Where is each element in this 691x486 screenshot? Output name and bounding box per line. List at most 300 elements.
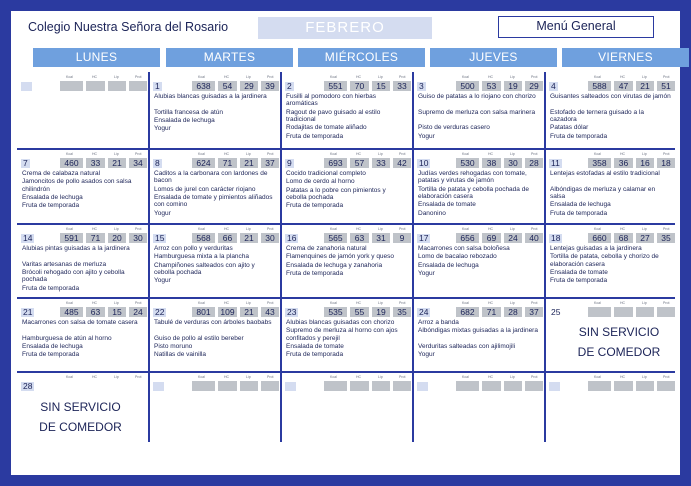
no-service-notice bbox=[559, 322, 679, 362]
dish-item: Tortilla de patata y cebolla pochada de elaboración casera bbox=[418, 185, 529, 200]
nutrient-value: 70 bbox=[350, 81, 369, 91]
nutrient-caption: Prot bbox=[135, 75, 142, 79]
nutrient-value-empty bbox=[60, 81, 83, 91]
nutrient-value: 30 bbox=[504, 158, 522, 168]
day-number: 11 bbox=[551, 158, 560, 168]
nutrient-value: 33 bbox=[393, 81, 411, 91]
dish-item: Fusilli al pomodoro con hierbas aromáticas bbox=[286, 93, 376, 108]
day-cell-17 bbox=[413, 224, 544, 298]
dish-item: Varitas artesanas de merluza bbox=[22, 260, 107, 268]
nutrient-caption: Kcal bbox=[330, 301, 337, 305]
day-number: 23 bbox=[287, 307, 297, 317]
nutrient-caption: HC bbox=[356, 301, 362, 305]
dish-item: Ensalada de lechuga bbox=[550, 201, 611, 209]
dish-item: Crema de calabaza natural bbox=[22, 170, 101, 177]
nutrient-caption: Líp bbox=[378, 375, 383, 379]
empty-day-cell bbox=[149, 372, 280, 442]
nutrient-value: 551 bbox=[324, 81, 347, 91]
nutrient-caption: Kcal bbox=[66, 227, 73, 231]
day-cell-9 bbox=[281, 149, 412, 224]
day-number: 2 bbox=[287, 81, 292, 91]
dish-item: Supremo de merluza con salsa marinera bbox=[418, 108, 536, 116]
nutrient-value: 40 bbox=[525, 233, 543, 243]
nutrient-value: 71 bbox=[218, 158, 237, 168]
nutrient-value: 15 bbox=[372, 81, 390, 91]
dish-item: Fruta de temporada bbox=[22, 202, 80, 210]
no-service-line: SIN SERVICIO bbox=[40, 400, 121, 414]
nutrient-caption: Kcal bbox=[198, 152, 205, 156]
dish-item: Ragout de pavo guisado al estilo tradicional bbox=[286, 108, 381, 123]
empty-day-cell bbox=[413, 372, 544, 442]
nutrient-caption: Kcal bbox=[66, 301, 73, 305]
nutrient-value: 28 bbox=[504, 307, 522, 317]
nutrient-caption: Kcal bbox=[198, 75, 205, 79]
day-number: 14 bbox=[23, 233, 33, 243]
nutrient-caption: Prot bbox=[399, 152, 406, 156]
nutrient-value: 71 bbox=[86, 233, 105, 243]
nutrient-value-empty bbox=[614, 307, 633, 317]
dish-item: Fruta de temporada bbox=[22, 284, 80, 292]
empty-day-cell bbox=[281, 372, 412, 442]
nutrient-caption: Líp bbox=[510, 375, 515, 379]
nutrient-value: 19 bbox=[372, 307, 390, 317]
nutrient-value-empty bbox=[261, 381, 279, 391]
nutrient-caption: Prot bbox=[663, 75, 670, 79]
nutrient-value-empty bbox=[482, 381, 501, 391]
day-number-placeholder bbox=[21, 82, 32, 91]
nutrient-caption: Prot bbox=[531, 227, 538, 231]
nutrient-caption: Kcal bbox=[594, 152, 601, 156]
nutrient-caption: Líp bbox=[246, 227, 251, 231]
nutrient-caption: Prot bbox=[267, 301, 274, 305]
nutrient-value: 43 bbox=[261, 307, 279, 317]
nutrient-value: 66 bbox=[218, 233, 237, 243]
nutrient-caption: Líp bbox=[114, 75, 119, 79]
nutrient-value: 565 bbox=[324, 233, 347, 243]
nutrient-value: 21 bbox=[240, 233, 258, 243]
dish-item: Arroz con pollo y verduritas bbox=[154, 245, 233, 252]
dish-item: Alubias blancas guisadas a la jardinera bbox=[154, 93, 267, 100]
day-number: 9 bbox=[287, 158, 292, 168]
dish-item: Lentejas guisadas a la jardinera bbox=[550, 245, 642, 252]
dish-item: Supremo de merluza al horno con ajos confitados y perejil bbox=[286, 327, 398, 342]
dish-item: Verduritas salteadas con ajilimojili bbox=[418, 343, 516, 350]
nutrient-value: 31 bbox=[372, 233, 390, 243]
nutrient-caption: HC bbox=[620, 227, 626, 231]
nutrient-value: 24 bbox=[129, 307, 147, 317]
nutrient-value-empty bbox=[588, 381, 611, 391]
nutrient-caption: Líp bbox=[642, 75, 647, 79]
nutrient-value: 21 bbox=[108, 158, 126, 168]
dish-item: Alubias blancas guisadas con chorizo bbox=[286, 319, 395, 326]
day-number: 10 bbox=[419, 158, 429, 168]
nutrient-value: 9 bbox=[393, 233, 411, 243]
day-number: 18 bbox=[551, 233, 561, 243]
nutrient-caption: Prot bbox=[135, 152, 142, 156]
nutrient-caption: Líp bbox=[510, 152, 515, 156]
nutrient-caption: Líp bbox=[246, 152, 251, 156]
day-cell-14 bbox=[17, 224, 148, 298]
nutrient-caption: Líp bbox=[642, 152, 647, 156]
dish-item: Hamburguesa de atún al horno bbox=[22, 334, 112, 342]
day-cell-3 bbox=[413, 72, 544, 149]
day-number-placeholder bbox=[285, 382, 296, 391]
day-number: 24 bbox=[419, 307, 429, 317]
dish-item: Ensalada de tomate bbox=[286, 343, 344, 350]
nutrient-value-empty bbox=[614, 381, 633, 391]
dish-item: Fruta de temporada bbox=[286, 351, 344, 359]
nutrient-caption: HC bbox=[356, 152, 362, 156]
nutrient-caption: Líp bbox=[510, 227, 515, 231]
dish-item: Albóndigas mixtas guisadas a la jardinera bbox=[418, 327, 538, 335]
nutrient-caption: Prot bbox=[135, 227, 142, 231]
nutrient-caption: Kcal bbox=[198, 375, 205, 379]
nutrient-caption: Kcal bbox=[462, 227, 469, 231]
day-number: 1 bbox=[155, 81, 160, 91]
nutrient-value: 57 bbox=[350, 158, 369, 168]
day-number: 17 bbox=[419, 233, 429, 243]
nutrient-caption: Líp bbox=[246, 375, 251, 379]
dish-item: Estofado de ternera guisado a la cazadora bbox=[550, 108, 644, 123]
dish-item: Macarrones con salsa boloñesa bbox=[418, 245, 510, 252]
nutrient-value-empty bbox=[86, 81, 105, 91]
dish-item: Yogur bbox=[418, 270, 435, 278]
nutrient-value: 51 bbox=[657, 81, 675, 91]
nutrient-value: 37 bbox=[261, 158, 279, 168]
empty-day-cell bbox=[545, 372, 676, 442]
dish-item: Tabulé de verduras con árboles baobabs bbox=[154, 319, 272, 326]
dish-item: Patatas a lo pobre con pimientos y cebolla pochada bbox=[286, 186, 386, 201]
dish-item: Alubias pintas guisadas a la jardinera bbox=[22, 245, 130, 252]
nutrient-caption: Kcal bbox=[594, 375, 601, 379]
nutrient-value: 47 bbox=[614, 81, 633, 91]
nutrient-value: 68 bbox=[614, 233, 633, 243]
nutrient-value-empty bbox=[504, 381, 522, 391]
day-number: 4 bbox=[551, 81, 556, 91]
nutrient-caption: HC bbox=[620, 375, 626, 379]
nutrient-caption: Líp bbox=[114, 227, 119, 231]
day-cell-22 bbox=[149, 298, 280, 372]
dish-item: Rodajitas de tomate aliñado bbox=[286, 124, 367, 132]
dish-item: Ensalada de tomate y pimientos aliñados con comino bbox=[154, 194, 273, 209]
dish-item: Fruta de temporada bbox=[550, 209, 608, 217]
nutrient-value: 682 bbox=[456, 307, 479, 317]
nutrient-caption: Prot bbox=[663, 301, 670, 305]
nutrient-caption: HC bbox=[224, 227, 230, 231]
nutrient-value: 656 bbox=[456, 233, 479, 243]
nutrient-value: 35 bbox=[393, 307, 411, 317]
nutrient-value: 15 bbox=[108, 307, 126, 317]
nutrient-value-empty bbox=[108, 81, 126, 91]
nutrient-value: 21 bbox=[240, 307, 258, 317]
nutrient-value-empty bbox=[240, 381, 258, 391]
dish-item: Fruta de temporada bbox=[22, 351, 80, 359]
dish-item: Guiso de patatas a lo riojano con chorizo bbox=[418, 93, 536, 100]
nutrient-caption: Kcal bbox=[594, 301, 601, 305]
weekday-header-4: VIERNES bbox=[562, 48, 689, 67]
nutrient-caption: Líp bbox=[246, 301, 251, 305]
dish-item: Flamenquines de jamón york y queso bbox=[286, 253, 395, 261]
nutrient-value-empty bbox=[657, 381, 675, 391]
nutrient-caption: Líp bbox=[642, 227, 647, 231]
dish-item: Brócoli rehogado con ajito y cebolla pochada bbox=[22, 269, 125, 284]
nutrient-caption: Prot bbox=[663, 375, 670, 379]
nutrient-caption: Kcal bbox=[66, 152, 73, 156]
nutrient-value: 29 bbox=[525, 81, 543, 91]
weekday-header-1: MARTES bbox=[166, 48, 293, 67]
nutrient-value: 39 bbox=[261, 81, 279, 91]
day-cell-2 bbox=[281, 72, 412, 149]
nutrient-value: 693 bbox=[324, 158, 347, 168]
day-number: 28 bbox=[23, 381, 33, 391]
nutrient-caption: Kcal bbox=[594, 75, 601, 79]
nutrient-value: 624 bbox=[192, 158, 215, 168]
nutrient-caption: Líp bbox=[378, 301, 383, 305]
dish-item: Lomo de bacalao rebozado bbox=[418, 253, 497, 261]
nutrient-caption: Líp bbox=[510, 301, 515, 305]
nutrient-caption: Prot bbox=[399, 375, 406, 379]
dish-item: Natillas de vainilla bbox=[154, 351, 207, 359]
nutrient-value-empty bbox=[350, 381, 369, 391]
nutrient-value: 460 bbox=[60, 158, 83, 168]
dish-item: Guiso de pollo al estilo bereber bbox=[154, 334, 244, 342]
dish-item: Ensalada de tomate bbox=[418, 201, 476, 209]
dish-item: Jamoncitos de pollo asados con salsa chilindrón bbox=[22, 178, 132, 193]
nutrient-value: 36 bbox=[614, 158, 633, 168]
school-name: Colegio Nuestra Señora del Rosario bbox=[28, 20, 229, 34]
day-number-placeholder bbox=[153, 382, 164, 391]
nutrient-caption: Kcal bbox=[462, 301, 469, 305]
nutrient-value-empty bbox=[324, 381, 347, 391]
weekday-header-2: MIÉRCOLES bbox=[298, 48, 425, 67]
menu-calendar-grid bbox=[17, 72, 675, 442]
nutrient-value: 33 bbox=[372, 158, 390, 168]
nutrient-value: 20 bbox=[108, 233, 126, 243]
nutrient-caption: Prot bbox=[267, 75, 274, 79]
nutrient-value-empty bbox=[456, 381, 479, 391]
nutrient-value: 55 bbox=[350, 307, 369, 317]
nutrient-value: 660 bbox=[588, 233, 611, 243]
dish-item: Tortilla francesa de atún bbox=[154, 108, 224, 116]
day-number: 16 bbox=[287, 233, 297, 243]
day-number-placeholder bbox=[549, 382, 560, 391]
nutrient-value: 30 bbox=[261, 233, 279, 243]
dish-item: Ensalada de lechuga bbox=[154, 117, 215, 124]
nutrient-caption: Kcal bbox=[462, 375, 469, 379]
weekday-header-3: JUEVES bbox=[430, 48, 557, 67]
day-cell-8 bbox=[149, 149, 280, 224]
dish-item: Cocido tradicional completo bbox=[286, 170, 366, 177]
nutrient-value: 19 bbox=[504, 81, 522, 91]
day-cell-10 bbox=[413, 149, 544, 224]
dish-item: Pisto de verduras casero bbox=[418, 124, 490, 132]
nutrient-caption: Kcal bbox=[330, 375, 337, 379]
dish-item: Arroz a banda bbox=[418, 319, 459, 326]
nutrient-caption: HC bbox=[224, 152, 230, 156]
dish-item: Macarrones con salsa de tomate casera bbox=[22, 319, 138, 326]
no-service-line: DE COMEDOR bbox=[39, 420, 122, 434]
nutrient-caption: HC bbox=[620, 75, 626, 79]
day-cell-28 bbox=[17, 372, 148, 442]
nutrient-value: 18 bbox=[657, 158, 675, 168]
day-cell-11 bbox=[545, 149, 676, 224]
dish-item: Fruta de temporada bbox=[286, 132, 344, 140]
nutrient-caption: Prot bbox=[399, 301, 406, 305]
nutrient-caption: Kcal bbox=[330, 152, 337, 156]
nutrient-value-empty bbox=[129, 81, 147, 91]
nutrient-value: 530 bbox=[456, 158, 479, 168]
nutrient-caption: Líp bbox=[378, 227, 383, 231]
dish-item: Ensalada de tomate bbox=[550, 269, 608, 276]
dish-item: Lomos de jurel con carácter riojano bbox=[154, 185, 256, 193]
no-service-notice bbox=[33, 397, 128, 437]
nutrient-caption: Kcal bbox=[66, 75, 73, 79]
nutrient-value: 27 bbox=[636, 233, 654, 243]
nutrient-caption: Líp bbox=[510, 75, 515, 79]
dish-item: Yogur bbox=[418, 132, 435, 140]
empty-day-cell bbox=[17, 72, 148, 149]
nutrient-value: 30 bbox=[129, 233, 147, 243]
no-service-line: SIN SERVICIO bbox=[578, 325, 660, 339]
month-title: FEBRERO bbox=[258, 17, 432, 39]
dish-item: Ensalada de lechuga bbox=[22, 194, 83, 201]
nutrient-caption: Líp bbox=[114, 375, 119, 379]
nutrient-caption: Prot bbox=[399, 227, 406, 231]
day-cell-4 bbox=[545, 72, 676, 149]
nutrient-value-empty bbox=[393, 381, 411, 391]
nutrient-value-empty bbox=[218, 381, 237, 391]
nutrient-caption: Kcal bbox=[594, 227, 601, 231]
nutrient-value: 38 bbox=[482, 158, 501, 168]
day-number: 15 bbox=[155, 233, 165, 243]
nutrient-caption: Prot bbox=[663, 152, 670, 156]
nutrient-value: 109 bbox=[218, 307, 237, 317]
dish-item: Danonino bbox=[418, 209, 446, 217]
nutrient-value: 16 bbox=[636, 158, 654, 168]
nutrient-value-empty bbox=[372, 381, 390, 391]
day-cell-15 bbox=[149, 224, 280, 298]
weekday-header-0: LUNES bbox=[33, 48, 160, 67]
nutrient-value-empty bbox=[657, 307, 675, 317]
nutrient-value: 535 bbox=[324, 307, 347, 317]
nutrient-value: 591 bbox=[60, 233, 83, 243]
nutrient-value-empty bbox=[636, 307, 654, 317]
nutrient-caption: Prot bbox=[267, 375, 274, 379]
nutrient-caption: HC bbox=[92, 227, 98, 231]
nutrient-value: 638 bbox=[192, 81, 215, 91]
nutrient-caption: HC bbox=[92, 152, 98, 156]
dish-item: Crema de zanahoria natural bbox=[286, 245, 367, 252]
nutrient-value: 358 bbox=[588, 158, 611, 168]
nutrient-caption: Prot bbox=[399, 75, 406, 79]
nutrient-value: 485 bbox=[60, 307, 83, 317]
nutrient-caption: HC bbox=[92, 301, 98, 305]
nutrient-value: 21 bbox=[636, 81, 654, 91]
nutrient-caption: HC bbox=[356, 227, 362, 231]
day-cell-21 bbox=[17, 298, 148, 372]
dish-item: Guisantes salteados con virutas de jamón bbox=[550, 93, 671, 100]
nutrient-caption: Líp bbox=[378, 152, 383, 156]
dish-item: Judías verdes rehogadas con tomate, patatas y virutas de jamón bbox=[418, 170, 527, 185]
nutrient-caption: Prot bbox=[531, 301, 538, 305]
dish-item: Champiñones salteados con ajito y cebolla pochada bbox=[154, 261, 255, 276]
nutrient-caption: Kcal bbox=[330, 227, 337, 231]
day-cell-16 bbox=[281, 224, 412, 298]
nutrient-caption: HC bbox=[488, 75, 494, 79]
day-number: 3 bbox=[419, 81, 424, 91]
nutrient-caption: Líp bbox=[114, 152, 119, 156]
nutrient-value: 63 bbox=[86, 307, 105, 317]
day-number: 22 bbox=[155, 307, 165, 317]
no-service-line: DE COMEDOR bbox=[577, 345, 661, 359]
day-number: 7 bbox=[23, 158, 28, 168]
nutrient-caption: HC bbox=[224, 375, 230, 379]
nutrient-caption: HC bbox=[92, 375, 98, 379]
dish-item: Albóndigas de merluza y calamar en salsa bbox=[550, 185, 656, 200]
nutrient-caption: HC bbox=[620, 301, 626, 305]
nutrient-caption: Líp bbox=[642, 301, 647, 305]
nutrient-caption: Prot bbox=[531, 375, 538, 379]
nutrient-caption: HC bbox=[488, 152, 494, 156]
nutrient-value: 33 bbox=[86, 158, 105, 168]
nutrient-caption: HC bbox=[620, 152, 626, 156]
nutrient-value: 42 bbox=[393, 158, 411, 168]
dish-item: Ensalada de lechuga bbox=[22, 343, 83, 350]
dish-item: Ensalada de lechuga y zanahoria bbox=[286, 261, 383, 269]
nutrient-value-empty bbox=[588, 307, 611, 317]
nutrient-value: 500 bbox=[456, 81, 479, 91]
nutrient-value: 588 bbox=[588, 81, 611, 91]
day-number: 8 bbox=[155, 158, 160, 168]
day-cell-7 bbox=[17, 149, 148, 224]
dish-item: Lomo de cerdo al horno bbox=[286, 178, 355, 186]
nutrient-caption: Prot bbox=[267, 227, 274, 231]
nutrient-caption: HC bbox=[92, 75, 98, 79]
dish-item: Tortilla de patata, cebolla y chorizo de elaboración casera bbox=[550, 253, 659, 268]
day-cell-24 bbox=[413, 298, 544, 372]
dish-item: Ensalada de lechuga bbox=[418, 261, 479, 269]
nutrient-caption: Kcal bbox=[198, 227, 205, 231]
nutrient-value: 54 bbox=[218, 81, 237, 91]
dish-item: Yogur bbox=[154, 277, 171, 285]
nutrient-caption: Kcal bbox=[330, 75, 337, 79]
nutrient-value: 35 bbox=[657, 233, 675, 243]
nutrient-caption: Líp bbox=[642, 375, 647, 379]
nutrient-caption: Kcal bbox=[462, 152, 469, 156]
general-menu-button[interactable]: Menú General bbox=[498, 16, 654, 38]
nutrient-caption: Líp bbox=[378, 75, 383, 79]
nutrient-caption: HC bbox=[224, 75, 230, 79]
nutrient-caption: Kcal bbox=[462, 75, 469, 79]
nutrient-value: 21 bbox=[240, 158, 258, 168]
nutrient-value: 63 bbox=[350, 233, 369, 243]
nutrient-value: 28 bbox=[525, 158, 543, 168]
dish-item: Fruta de temporada bbox=[286, 202, 344, 210]
nutrient-caption: Kcal bbox=[66, 375, 73, 379]
nutrient-value-empty bbox=[636, 381, 654, 391]
nutrient-caption: Prot bbox=[531, 152, 538, 156]
nutrient-value: 71 bbox=[482, 307, 501, 317]
day-number: 25 bbox=[551, 307, 561, 317]
dish-item: Fruta de temporada bbox=[550, 277, 608, 285]
dish-item: Yogur bbox=[154, 209, 171, 217]
nutrient-caption: Prot bbox=[663, 227, 670, 231]
nutrient-value: 34 bbox=[129, 158, 147, 168]
nutrient-caption: Prot bbox=[267, 152, 274, 156]
dish-item: Fruta de temporada bbox=[550, 132, 608, 140]
nutrient-caption: Prot bbox=[531, 75, 538, 79]
nutrient-value-empty bbox=[525, 381, 543, 391]
